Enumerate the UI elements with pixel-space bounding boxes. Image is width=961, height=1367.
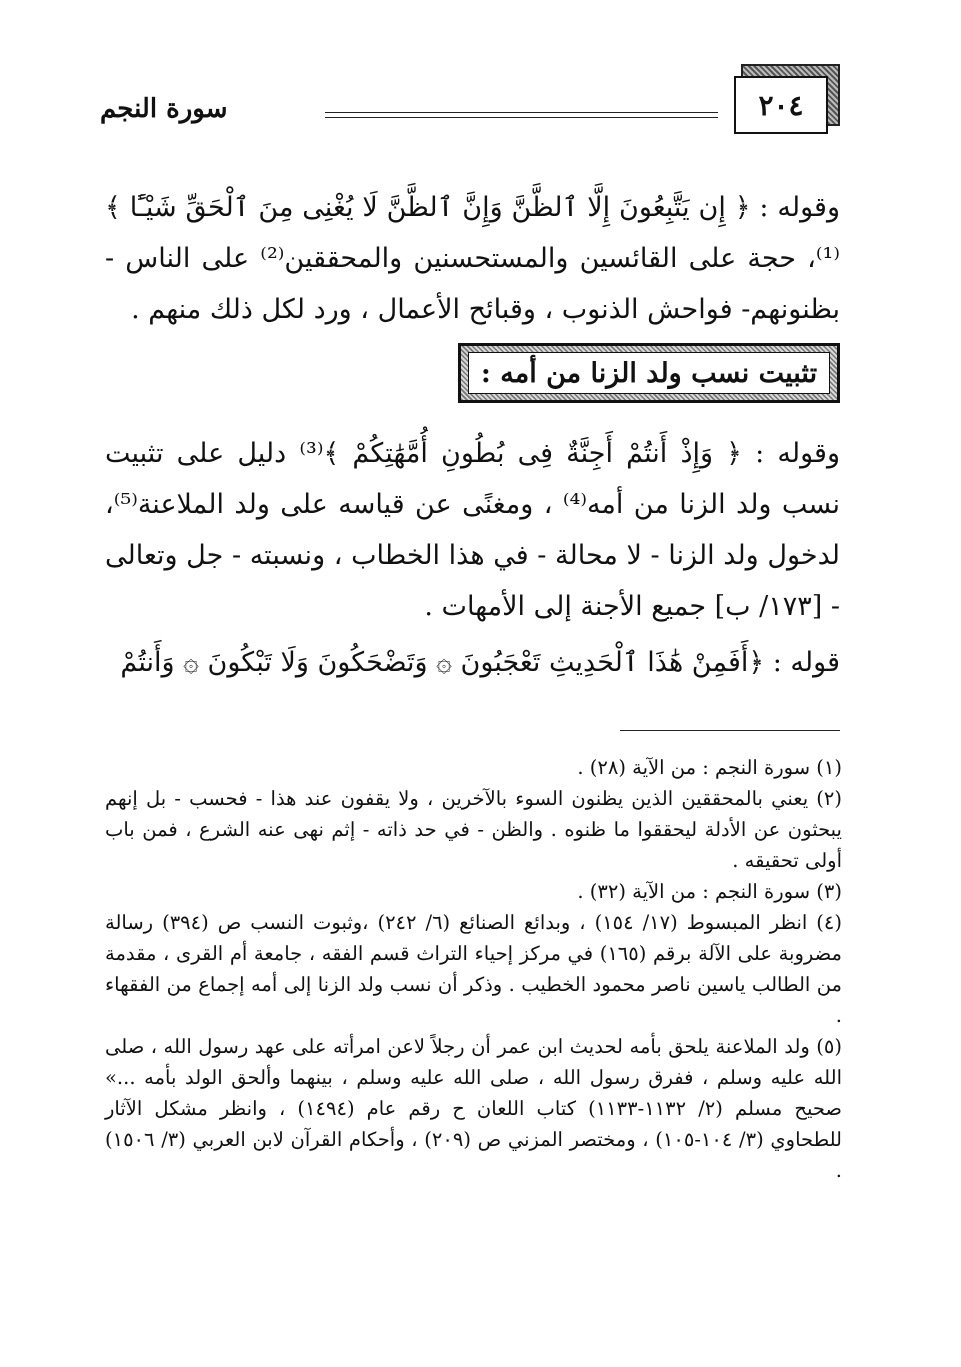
paragraph-2-text: وقوله : ﴿ وَإِذْ أَنتُمْ أَجِنَّةٌ فِى بُطُونِ أُمَّهَٰتِكُمْ ﴾⁽³⁾ دليل على تثبيت نسب ولد الزنا من أمه⁽⁴⁾ ، ومغنًى عن قياسه على ولد الملاعنة⁽⁵⁾، لدخول ولد الزنا - لا محالة - في هذا الخطاب ، ونسبته - جل وتعالى - [١٧٣/ ب] جميع الأجنة إلى الأمهات . (105, 438, 840, 622)
footnote-2: (٢) يعني بالمحققين الذين يظنون السوء بالآخرين ، ولا يقفون عند هذا - فحسب - بل إنهم يبحثون عن الأدلة ليحققوا ما ظنوه . والظن - في حد ذاته - إثم نهى عنه الشرع ، فمن باب أولى تحقيقه . (105, 787, 842, 872)
footnote-5: (٥) ولد الملاعنة يلحق بأمه لحديث ابن عمر أن رجلاً لاعن امرأته على عهد رسول الله ، صلى الله عليه وسلم ، ففرق رسول الله ، صلى الله عليه وسلم ، بينهما وألحق الولد بأمه ...» صحيح مسلم (٢/ ١١٣٢-١١٣٣) كتاب اللعان ح رقم عام (١٤٩٤) ، وانظر مشكل الآثار للطحاوي (٣/ ١٠٤-١٠٥) ، ومختصر المزني ص (٢٠٩) ، وأحكام القرآن لابن العربي (٣/ ١٥٠٦) . (105, 1035, 842, 1182)
paragraph-2 (105, 428, 840, 632)
section-heading: تثبيت نسب ولد الزنا من أمه : (468, 352, 830, 394)
footnotes (105, 752, 842, 1186)
footnote-separator (620, 730, 840, 731)
paragraph-1-text: وقوله : ﴿ إِن يَتَّبِعُونَ إِلَّا ٱلظَّنَّ وَإِنَّ ٱلظَّنَّ لَا يُغْنِى مِنَ ٱلْحَقِّ شَيْـًٔا ﴾⁽¹⁾، حجة على القائسين والمستحسنين والمحققين⁽²⁾ على الناس - بظنونهم- فواحش الذنوب ، وقبائح الأعمال ، ورد لكل ذلك منهم . (105, 192, 840, 325)
footnote-3: (٣) سورة النجم : من الآية (٣٢) . (577, 880, 842, 903)
page-header (100, 68, 840, 138)
header-rule (325, 112, 718, 118)
paragraph-3-text: قوله : ﴿أَفَمِنْ هَٰذَا ٱلْحَدِيثِ تَعْجَبُونَ ۞ وَتَضْحَكُونَ وَلَا تَبْكُونَ ۞ وَأَنتُمْ (120, 647, 840, 678)
page-number-frame (733, 68, 828, 130)
section-heading-frame (458, 343, 840, 403)
footnote-1: (١) سورة النجم : من الآية (٢٨) . (577, 756, 842, 779)
running-title: سورة النجم (100, 94, 228, 124)
paragraph-3 (105, 637, 840, 688)
page-number: ٢٠٤ (734, 76, 828, 134)
footnote-4: (٤) انظر المبسوط (١٧/ ١٥٤) ، وبدائع الصنائع (٦/ ٢٤٢) ،وثبوت النسب ص (٣٩٤) رسالة مضروبة على الآلة برقم (١٦٥) في مركز إحياء التراث قسم الفقه ، جامعة أم القرى ، مقدمة من الطالب ياسين ناصر محمود الخطيب . وذكر أن نسب ولد الزنا إلى أمه إجماع من الفقهاء . (105, 911, 842, 1027)
paragraph-1 (105, 182, 840, 335)
